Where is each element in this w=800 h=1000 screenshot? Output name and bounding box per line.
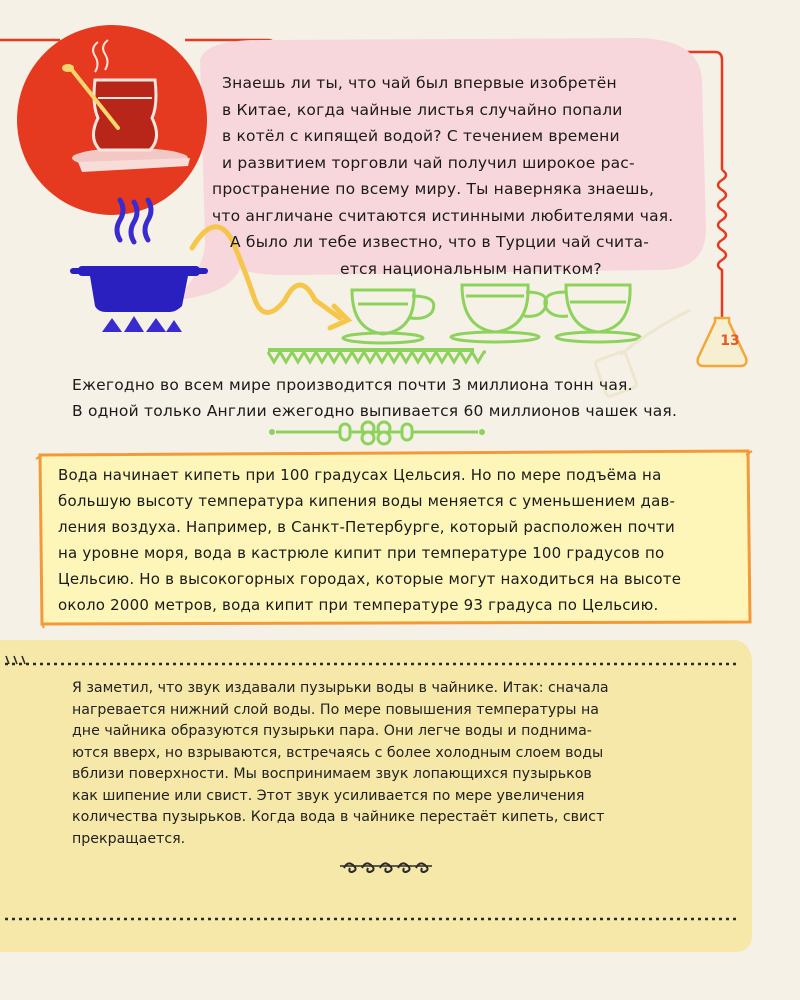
intro-line: ется национальным напитком? bbox=[340, 259, 602, 278]
boiling-line: большую высоту температура кипения воды меняется с уменьшением дав- bbox=[58, 492, 676, 510]
facts-text bbox=[72, 372, 732, 424]
explanation-text bbox=[72, 678, 722, 850]
explanation-line: количества пузырьков. Когда вода в чайнике перестаёт кипеть, свист bbox=[72, 809, 605, 825]
flame-icon bbox=[102, 316, 182, 332]
zigzag-divider bbox=[268, 348, 486, 362]
fact-line: В одной только Англии ежегодно выпивается 60 миллионов чашек чая. bbox=[72, 402, 678, 420]
teacup-icon bbox=[343, 290, 434, 343]
intro-line: Знаешь ли ты, что чай был впервые изобретён bbox=[222, 74, 617, 92]
explanation-line: дне чайника образуются пузырьки пара. Они легче воды и поднима- bbox=[72, 723, 592, 739]
intro-line: и развитием торговли чай получил широкое рас- bbox=[222, 153, 635, 172]
explanation-line: нагревается нижний слой воды. По мере повышения температуры на bbox=[72, 701, 599, 718]
intro-line: в Китае, когда чайные листья случайно попали bbox=[222, 100, 623, 119]
intro-line: в котёл с кипящей водой? С течением времени bbox=[222, 127, 620, 145]
teacup-icon bbox=[545, 285, 640, 342]
explanation-line: как шипение или свист. Этот звук усиливается по мере увеличения bbox=[72, 787, 585, 804]
boiling-text bbox=[58, 462, 726, 618]
explanation-line: Я заметил, что звук издавали пузырьки воды в чайнике. Итак: сначала bbox=[72, 680, 609, 696]
intro-text bbox=[212, 70, 692, 282]
boiling-line: ления воздуха. Например, в Санкт-Петербурге, который расположен почти bbox=[58, 518, 675, 536]
boiling-line: Цельсию. Но в высокогорных городах, которые могут находиться на высоте bbox=[58, 570, 682, 588]
boiling-line: на уровне моря, вода в кастрюле кипит при температуре 100 градусов по bbox=[58, 544, 665, 562]
explanation-line: вблизи поверхности. Мы воспринимаем звук лопающихся пузырьков bbox=[72, 766, 592, 782]
boiling-line: около 2000 метров, вода кипит при температуре 93 градуса по Цельсию. bbox=[58, 596, 659, 614]
fact-line: Ежегодно во всем мире производится почти 3 миллиона тонн чая. bbox=[72, 376, 633, 394]
intro-line: что англичане считаются истинными любителями чая. bbox=[212, 206, 674, 225]
clover-ornament-icon bbox=[269, 422, 485, 444]
teacup-icon bbox=[451, 285, 546, 342]
boiling-line: Вода начинает кипеть при 100 градусах Цельсия. Но по мере подъёма на bbox=[58, 466, 662, 484]
tea-glass-icon bbox=[17, 25, 207, 215]
intro-line: пространение по всему миру. Ты наверняка знаешь, bbox=[212, 180, 655, 198]
intro-line: А было ли тебе известно, что в Турции чай счита- bbox=[230, 233, 650, 251]
page-number: 13 bbox=[720, 333, 740, 349]
explanation-line: прекращается. bbox=[72, 830, 186, 847]
explanation-line: ются вверх, но взрываются, встречаясь с более холодным слоем воды bbox=[72, 744, 604, 761]
